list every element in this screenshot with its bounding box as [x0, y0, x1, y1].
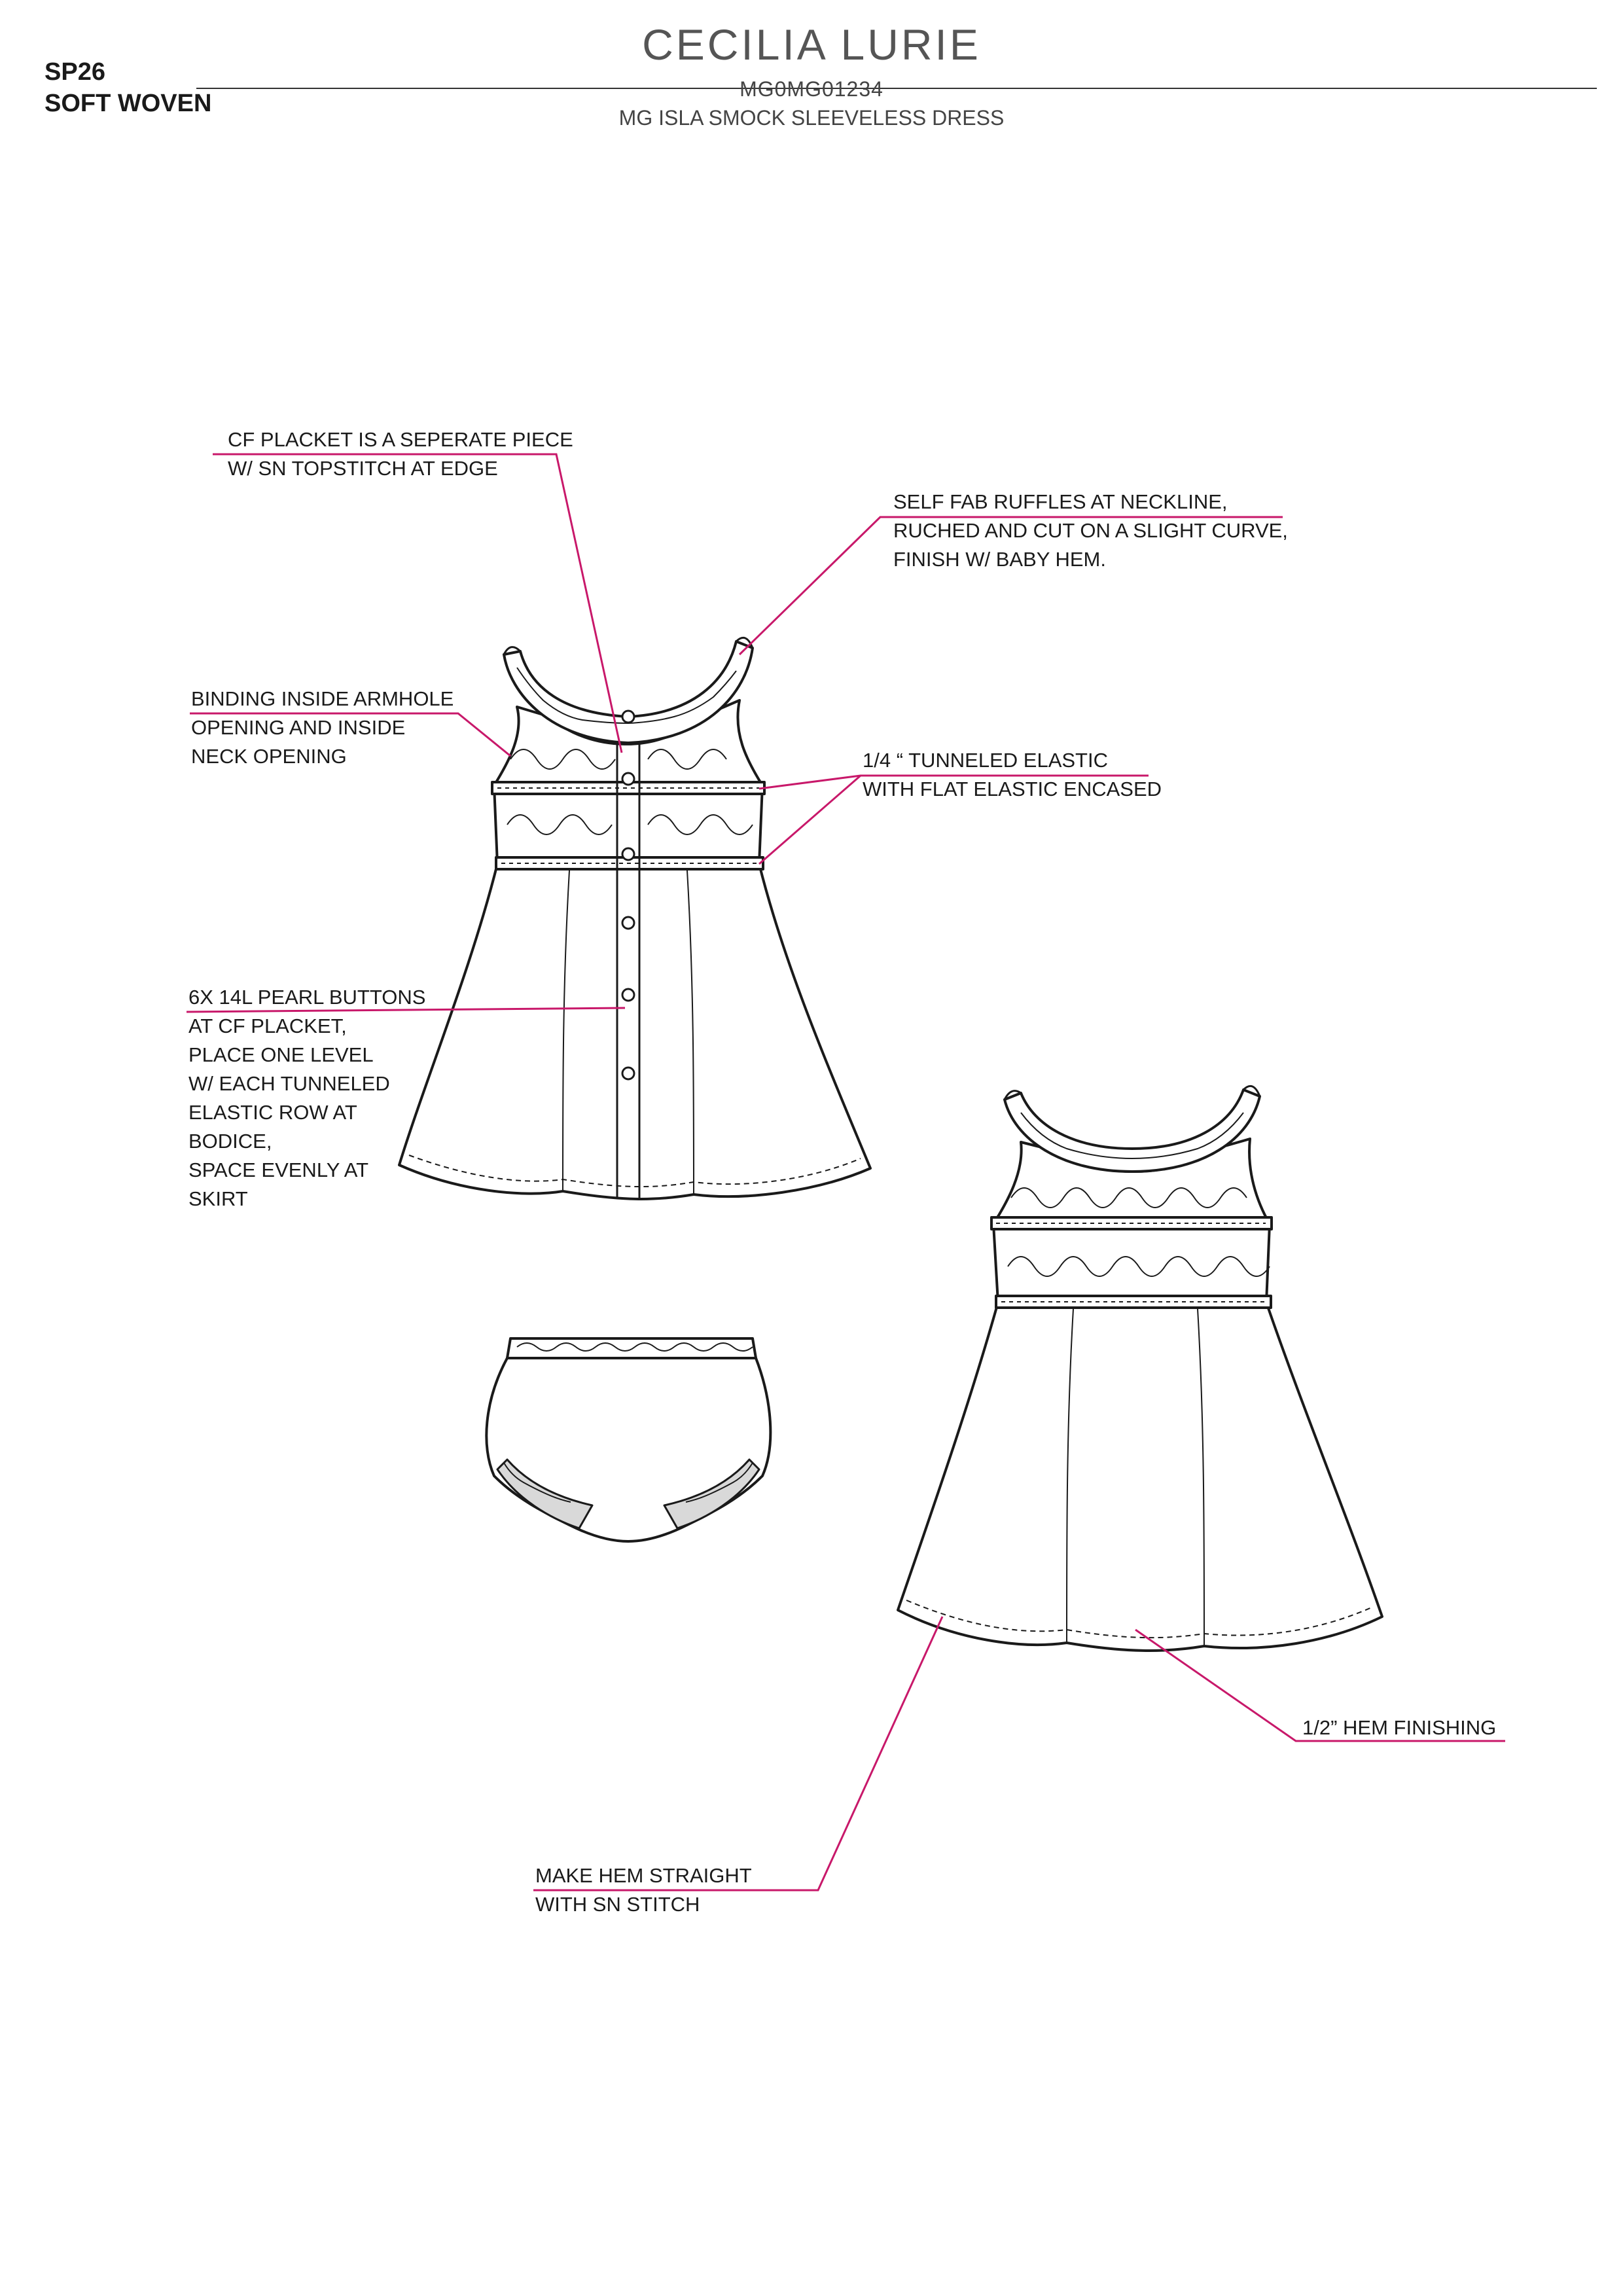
- bloomer-sketch: [486, 1338, 770, 1541]
- note-binding-line-1: BINDING INSIDE ARMHOLE: [191, 687, 454, 710]
- note-cf-placket-line-1: CF PLACKET IS A SEPERATE PIECE: [228, 428, 573, 451]
- note-binding-line-2: OPENING AND INSIDE: [191, 716, 406, 739]
- note-buttons-line-7: SPACE EVENLY AT: [188, 1158, 369, 1181]
- note-elastic-line-1: 1/4 “ TUNNELED ELASTIC: [863, 749, 1108, 772]
- note-cf-placket-line-2: W/ SN TOPSTITCH AT EDGE: [228, 457, 498, 480]
- note-ruffles: [893, 488, 1288, 574]
- callout-line-elastic-2: [759, 776, 861, 864]
- note-hem-finishing: [1302, 1713, 1496, 1742]
- note-cf-placket: [228, 425, 573, 483]
- note-elastic-line-2: WITH FLAT ELASTIC ENCASED: [863, 778, 1162, 800]
- note-binding-line-3: NECK OPENING: [191, 745, 347, 768]
- note-buttons-line-1: 6X 14L PEARL BUTTONS: [188, 986, 426, 1009]
- note-buttons-line-4: W/ EACH TUNNELED: [188, 1072, 390, 1095]
- fabric-category: SOFT WOVEN: [45, 90, 212, 117]
- note-buttons-line-2: AT CF PLACKET,: [188, 1014, 347, 1037]
- style-number: MG0MG01234: [740, 77, 883, 101]
- style-name: MG ISLA SMOCK SLEEVELESS DRESS: [618, 106, 1005, 130]
- note-ruffles-line-1: SELF FAB RUFFLES AT NECKLINE,: [893, 490, 1228, 513]
- note-ruffles-line-3: FINISH W/ BABY HEM.: [893, 548, 1106, 571]
- season-code: SP26: [45, 58, 105, 86]
- note-hem-straight-line-2: WITH SN STITCH: [535, 1893, 700, 1916]
- back-dress-sketch: [898, 1086, 1382, 1651]
- note-buttons: [188, 983, 425, 1213]
- brand-name: CECILIA LURIE: [642, 20, 981, 69]
- note-hem-finishing-line-1: 1/2” HEM FINISHING: [1302, 1716, 1497, 1739]
- note-buttons-line-8: SKIRT: [188, 1187, 248, 1210]
- note-hem-straight-line-1: MAKE HEM STRAIGHT: [535, 1864, 752, 1887]
- note-buttons-line-5: ELASTIC ROW AT: [188, 1101, 357, 1124]
- note-elastic: [863, 746, 1162, 804]
- note-buttons-line-6: BODICE,: [188, 1130, 272, 1153]
- note-ruffles-line-2: RUCHED AND CUT ON A SLIGHT CURVE,: [893, 519, 1288, 542]
- note-hem-straight: [535, 1861, 752, 1919]
- callout-line-hem-straight: [533, 1617, 942, 1890]
- note-buttons-line-3: PLACE ONE LEVEL: [188, 1043, 374, 1066]
- note-binding: [191, 685, 454, 771]
